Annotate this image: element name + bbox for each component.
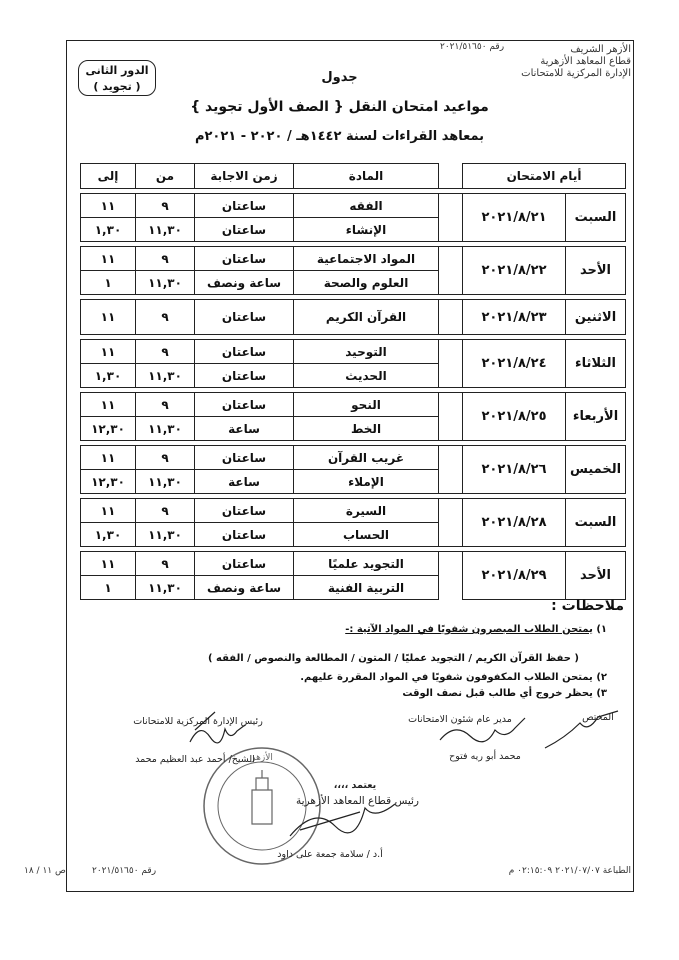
note-number: ١)	[596, 624, 607, 635]
subject-cell: التجويد علميًا	[294, 552, 439, 576]
duration-cell: ساعتان	[195, 446, 294, 470]
approval-text: يعتمد ،،،،	[333, 780, 377, 791]
duration-cell: ساعة ونصف	[195, 271, 294, 295]
specialist-title: المختص	[582, 712, 614, 723]
from-cell: ٩	[136, 446, 195, 470]
reference-number-top: رقم ٢٠٢١/٥١٦٥٠	[440, 42, 505, 52]
duration-cell: ساعتان	[195, 218, 294, 242]
subject-cell: الحساب	[294, 523, 439, 547]
duration-cell: ساعة	[195, 417, 294, 441]
central-admin-signature	[195, 712, 215, 730]
from-cell: ١١,٣٠	[136, 364, 195, 388]
from-cell: ١١,٣٠	[136, 470, 195, 494]
page-number: ص ١١ / ١٨	[24, 866, 66, 876]
to-cell: ١٢,٣٠	[81, 417, 136, 441]
date-cell: ٢٠٢١/٨/٢١	[463, 194, 566, 242]
title-line-2: مواعيد امتحان النقل { الصف الأول تجويد }	[190, 99, 489, 115]
title-line-1: جدول	[321, 70, 358, 85]
from-cell: ١١,٣٠	[136, 523, 195, 547]
to-cell: ١١	[81, 446, 136, 470]
subject-cell: غريب القرآن	[294, 446, 439, 470]
duration-cell: ساعة	[195, 470, 294, 494]
day-cell: الاثنين	[566, 300, 626, 335]
subject-cell: المواد الاجتماعية	[294, 247, 439, 271]
from-cell: ٩	[136, 340, 195, 364]
subject-cell: الخط	[294, 417, 439, 441]
director-title: مدير عام شئون الامتحانات	[408, 714, 512, 725]
date-cell: ٢٠٢١/٨/٢٤	[463, 340, 566, 388]
from-cell: ١١,٣٠	[136, 576, 195, 600]
round-type: ( تجويد )	[93, 80, 141, 93]
duration-cell: ساعتان	[195, 364, 294, 388]
day-cell: السبت	[566, 194, 626, 242]
header-duration: زمن الاجابة	[195, 164, 294, 189]
to-cell: ١,٣٠	[81, 218, 136, 242]
date-cell: ٢٠٢١/٨/٢٥	[463, 393, 566, 441]
sector-head-title: رئيس قطاع المعاهد الأزهرية	[295, 795, 420, 807]
subject-cell: النحو	[294, 393, 439, 417]
subject-cell: السيرة	[294, 499, 439, 523]
central-admin-title: رئيس الإدارة المركزية للامتحانات	[133, 716, 263, 727]
notes-title: ملاحظات :	[551, 598, 624, 614]
to-cell: ١	[81, 271, 136, 295]
subject-cell: الحديث	[294, 364, 439, 388]
duration-cell: ساعتان	[195, 523, 294, 547]
from-cell: ١١,٣٠	[136, 417, 195, 441]
date-cell: ٢٠٢١/٨/٢٩	[463, 552, 566, 600]
date-cell: ٢٠٢١/٨/٢٦	[463, 446, 566, 494]
day-cell: الأربعاء	[566, 393, 626, 441]
duration-cell: ساعتان	[195, 340, 294, 364]
day-cell: الثلاثاء	[566, 340, 626, 388]
duration-cell: ساعة ونصف	[195, 576, 294, 600]
to-cell: ١١	[81, 340, 136, 364]
print-stamp: الطباعة ٢٠٢١/٠٧/٠٧ ٠٢:١٥:٠٩ م	[508, 866, 631, 876]
to-cell: ١,٣٠	[81, 523, 136, 547]
date-cell: ٢٠٢١/٨/٢٨	[463, 499, 566, 547]
to-cell: ١٢,٣٠	[81, 470, 136, 494]
subject-cell: التوحيد	[294, 340, 439, 364]
day-cell: السبت	[566, 499, 626, 547]
note-text: ( حفظ القرآن الكريم / التجويد عمليًا / المتون / المطالعة والنصوص / الفقه )	[207, 653, 579, 664]
day-cell: الأحد	[566, 552, 626, 600]
header-days: أيام الامتحان	[463, 164, 626, 189]
duration-cell: ساعتان	[195, 247, 294, 271]
from-cell: ٩	[136, 194, 195, 218]
note-text: يمتحن الطلاب المبصرون شفويًا في المواد الآتية :-	[345, 624, 593, 635]
title-line-3: بمعاهد القراءات لسنة ١٤٤٢هـ / ٢٠٢٠ - ٢٠٢١م	[194, 129, 485, 144]
round-label: الدور الثانى	[85, 64, 149, 77]
central-admin-name: الشيخ/ أحمد عبد العظيم محمد	[135, 754, 255, 765]
duration-cell: ساعتان	[195, 194, 294, 218]
seal-text: الأزهر	[251, 753, 273, 763]
to-cell: ١	[81, 576, 136, 600]
duration-cell: ساعتان	[195, 499, 294, 523]
from-cell: ٩	[136, 300, 195, 335]
director-name: محمد أبو ريه فتوح	[449, 751, 521, 762]
duration-cell: ساعتان	[195, 300, 294, 335]
subject-cell: التربية الفنية	[294, 576, 439, 600]
institution-line: قطاع المعاهد الأزهرية	[540, 56, 631, 67]
reference-number-bottom: رقم ٢٠٢١/٥١٦٥٠	[92, 866, 157, 876]
director-signature	[440, 718, 525, 742]
specialist-signature	[545, 711, 618, 748]
from-cell: ٩	[136, 552, 195, 576]
day-cell: الأحد	[566, 247, 626, 295]
note-number: ٣)	[596, 688, 607, 699]
header-from: من	[136, 164, 195, 189]
note-text: يمتحن الطلاب المكفوفون شفويًا في المواد المقررة عليهم.	[300, 672, 593, 683]
subject-cell: الإنشاء	[294, 218, 439, 242]
institution-line: الإدارة المركزية للامتحانات	[521, 68, 631, 79]
subject-cell: القرآن الكريم	[294, 300, 439, 335]
to-cell: ١١	[81, 552, 136, 576]
date-cell: ٢٠٢١/٨/٢٢	[463, 247, 566, 295]
sector-head-name: أ.د / سلامة جمعة على داود	[277, 849, 383, 860]
to-cell: ١١	[81, 194, 136, 218]
from-cell: ١١,٣٠	[136, 271, 195, 295]
from-cell: ٩	[136, 393, 195, 417]
day-cell: الخميس	[566, 446, 626, 494]
to-cell: ١,٣٠	[81, 364, 136, 388]
to-cell: ١١	[81, 393, 136, 417]
to-cell: ١١	[81, 300, 136, 335]
subject-cell: الإملاء	[294, 470, 439, 494]
subject-cell: الفقه	[294, 194, 439, 218]
from-cell: ١١,٣٠	[136, 218, 195, 242]
note-number: ٢)	[596, 672, 607, 683]
to-cell: ١١	[81, 247, 136, 271]
from-cell: ٩	[136, 247, 195, 271]
subject-cell: العلوم والصحة	[294, 271, 439, 295]
duration-cell: ساعتان	[195, 552, 294, 576]
institution-line: الأزهر الشريف	[570, 44, 631, 55]
sector-head-signature	[300, 812, 360, 830]
duration-cell: ساعتان	[195, 393, 294, 417]
header-to: إلى	[81, 164, 136, 189]
note-text: يحظر خروج أي طالب قبل نصف الوقت	[402, 688, 593, 699]
official-seal	[204, 748, 320, 864]
to-cell: ١١	[81, 499, 136, 523]
header-subject: المادة	[294, 164, 439, 189]
date-cell: ٢٠٢١/٨/٢٣	[463, 300, 566, 335]
from-cell: ٩	[136, 499, 195, 523]
